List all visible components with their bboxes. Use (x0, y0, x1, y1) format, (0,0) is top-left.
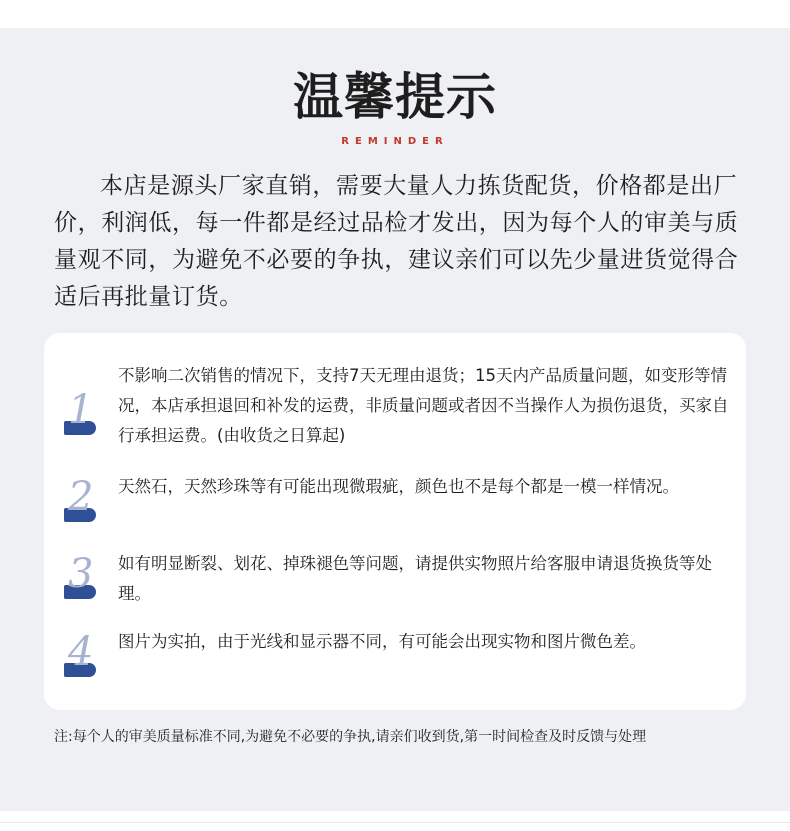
number-digit: 4 (68, 629, 94, 675)
number-digit: 1 (68, 387, 94, 433)
number-badge (64, 629, 108, 683)
number-badge (64, 474, 108, 528)
bottom-divider (0, 822, 790, 823)
number-badge (64, 551, 108, 605)
page-title: 温馨提示 (293, 68, 497, 126)
footer-note: 注:每个人的审美质量标准不同,为避免不必要的争执,请亲们收到货,第一时间检查及时反馈与处理 (54, 729, 647, 745)
number-digit: 2 (68, 474, 94, 520)
policy-card (44, 333, 746, 710)
intro-paragraph: 本店是源头厂家直销，需要大量人力拣货配货，价格都是出厂价，利润低，每一件都是经过品检才发出，因为每个人的审美与质量观不同，为避免不必要的争执，建议亲们可以先少量进货觉得合适后再批量订货。 (54, 173, 739, 310)
policy-text: 图片为实拍，由于光线和显示器不同，有可能会出现实物和图片微色差。 (118, 632, 646, 651)
number-digit: 3 (68, 551, 94, 597)
policy-text: 不影响二次销售的情况下，支持7天无理由退货；15天内产品质量问题，如变形等情况，本店承担退回和补发的运费，非质量问题或者因不当操作人为损伤退货，买家自行承担运费。(由收货之日算起) (118, 366, 729, 445)
policy-text: 天然石，天然珍珠等有可能出现微瑕疵，颜色也不是每个都是一模一样情况。 (118, 477, 679, 496)
policy-text: 如有明显断裂、划花、掉珠褪色等问题，请提供实物照片给客服申请退货换货等处理。 (118, 554, 712, 603)
number-badge (64, 387, 108, 441)
page-subtitle: REMINDER (341, 136, 449, 147)
